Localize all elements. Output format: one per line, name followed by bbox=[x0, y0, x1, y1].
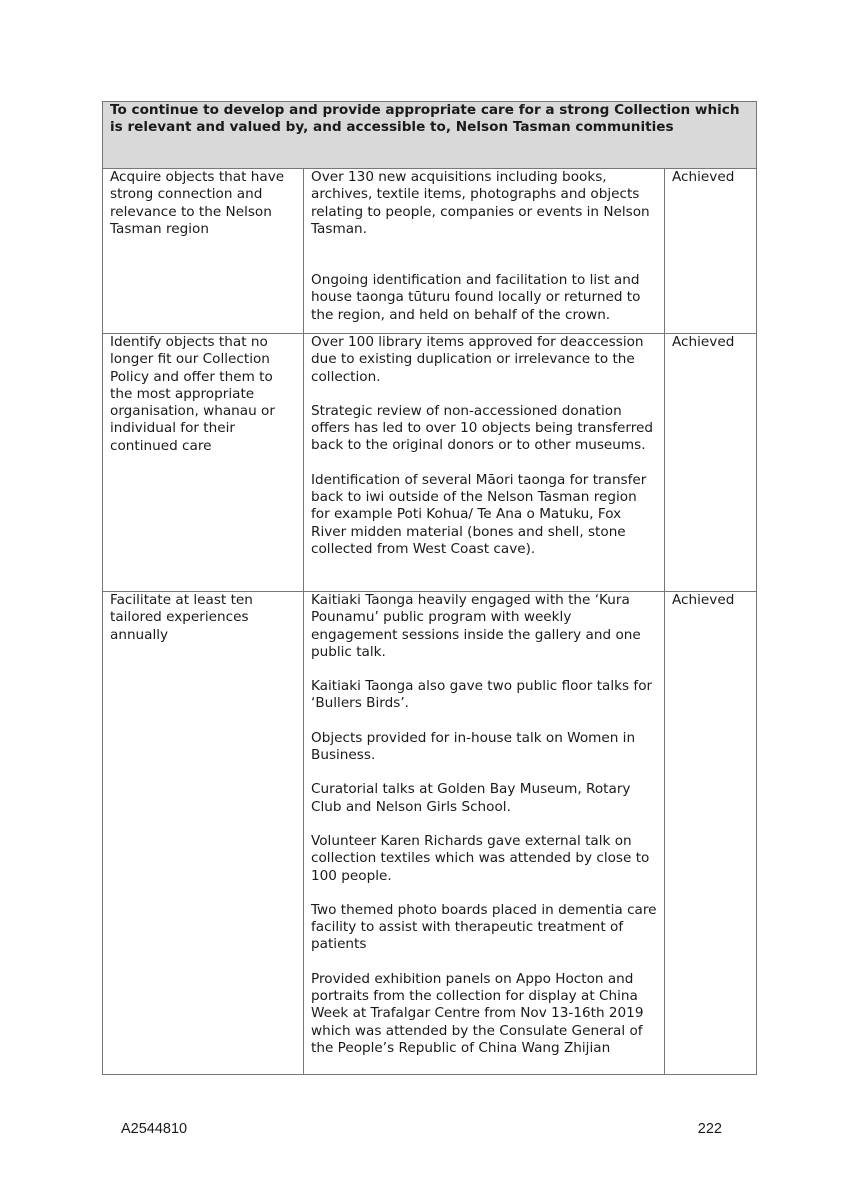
detail-paragraph: Two themed photo boards placed in dementia care facility to assist with therapeutic treatment of patients bbox=[311, 901, 657, 953]
detail-paragraph: Objects provided for in-house talk on Women in Business. bbox=[311, 729, 636, 764]
document-id: A2544810 bbox=[121, 1121, 188, 1137]
detail-paragraph: Volunteer Karen Richards gave external talk on collection textiles which was attended by close to 100 people. bbox=[311, 832, 650, 884]
detail-paragraph: Ongoing identification and facilitation to list and house taonga tūturu found locally or returned to the region, and held on behalf of the crown. bbox=[311, 272, 641, 323]
objectives-table bbox=[102, 101, 757, 1075]
status-cell: Achieved bbox=[665, 592, 757, 1075]
detail-paragraph: Kaitiaki Taonga heavily engaged with the ‘Kura Pounamu’ public program with weekly engagement sessions inside the gallery and one public talk. bbox=[311, 592, 641, 660]
detail-paragraph: Identification of several Māori taonga for transfer back to iwi outside of the Nelson Tasman region for example Poti Kohua/ Te Ana o Matuku, Fox River midden material (bones and shell, stone collected from West Coast cave). bbox=[311, 471, 647, 557]
table-row bbox=[103, 334, 757, 592]
detail-paragraph: Provided exhibition panels on Appo Hocton and portraits from the collection for display at China Week at Trafalgar Centre from Nov 13-16th 2019 which was attended by the Consulate General of the People’s Republic of China Wang Zhijian bbox=[311, 970, 644, 1056]
table-header-row bbox=[103, 102, 757, 169]
table-row bbox=[103, 169, 757, 334]
details-cell bbox=[304, 169, 665, 334]
page-number: 222 bbox=[697, 1121, 722, 1137]
section-header: To continue to develop and provide appropriate care for a strong Collection which is relevant and valued by, and accessible to, Nelson Tasman communities bbox=[103, 102, 757, 169]
detail-paragraph: Curatorial talks at Golden Bay Museum, Rotary Club and Nelson Girls School. bbox=[311, 781, 631, 815]
detail-paragraph: Strategic review of non-accessioned donation offers has led to over 10 objects being transferred back to the original donors or to other museums. bbox=[311, 402, 654, 454]
objective-cell: Acquire objects that have strong connection and relevance to the Nelson Tasman region bbox=[103, 169, 304, 334]
status-cell: Achieved bbox=[665, 169, 757, 334]
details-cell bbox=[304, 592, 665, 1075]
objective-cell: Facilitate at least ten tailored experiences annually bbox=[103, 592, 304, 1075]
table-row bbox=[103, 592, 757, 1075]
objective-cell: Identify objects that no longer fit our Collection Policy and offer them to the most appropriate organisation, whanau or individual for their continued care bbox=[103, 334, 304, 592]
details-cell bbox=[304, 334, 665, 592]
detail-paragraph: Kaitiaki Taonga also gave two public floor talks for ‘Bullers Birds’. bbox=[311, 678, 653, 712]
detail-paragraph: Over 100 library items approved for deaccession due to existing duplication or irrelevance to the collection. bbox=[311, 334, 644, 385]
status-cell: Achieved bbox=[665, 334, 757, 592]
detail-paragraph: Over 130 new acquisitions including books, archives, textile items, photographs and objects relating to people, companies or events in Nelson Tasman. bbox=[311, 169, 650, 237]
